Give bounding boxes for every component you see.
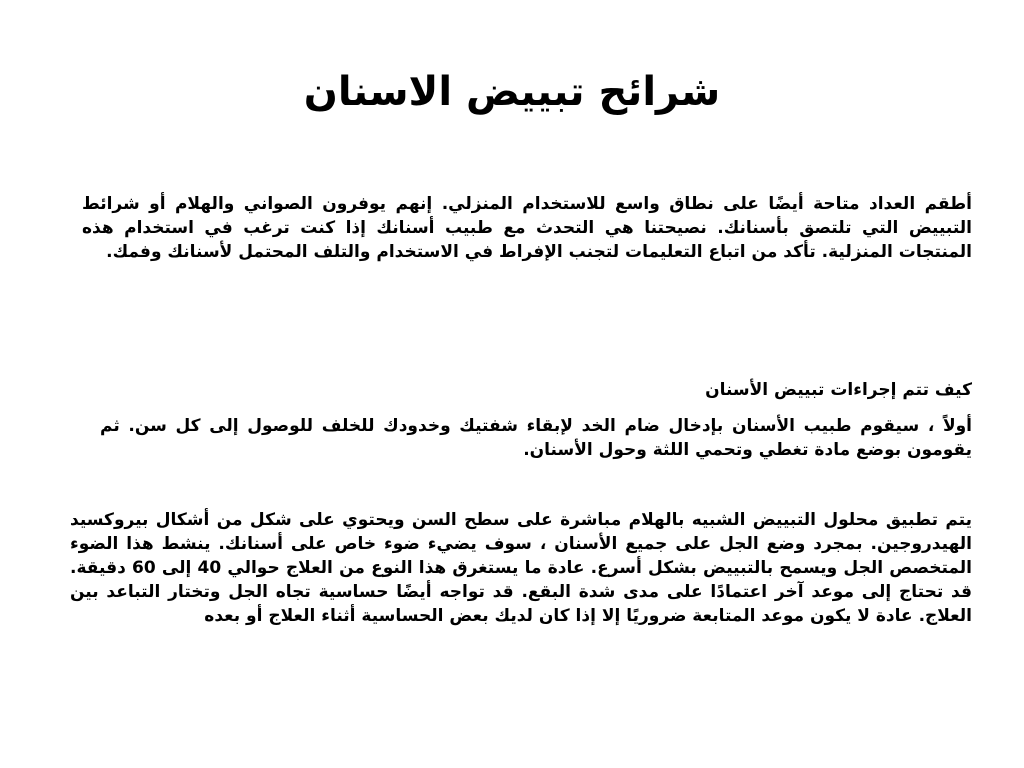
section-heading: كيف تتم إجراءات تبييض الأسنان bbox=[705, 380, 972, 400]
procedure-paragraph-second: يتم تطبيق محلول التبييض الشبيه بالهلام مباشرة على سطح السن ويحتوي على شكل من أشكال بيروكسيد الهيدروجين. بمجرد وضع الجل على جميع الأسنان ، سوف يضيء ضوء خاص على أسنانك. ينشط هذا الضوء المتخصص الجل ويسمح بالتبييض بشكل أسرع. عادة ما يستغرق هذا النوع من العلاج حوالي 40 إلى 60 دقيقة. قد تحتاج إلى موعد آخر اعتمادًا على مدى شدة البقع. قد تواجه أيضًا حساسية تجاه الجل وتختار التباعد بين العلاج. عادة لا يكون موعد المتابعة ضروريًا إلا إذا كان لديك بعض الحساسية أثناء العلاج أو بعده bbox=[70, 510, 973, 626]
procedure-paragraph-first: أولاً ، سيقوم طبيب الأسنان بإدخال ضام الخد لإبقاء شفتيك وخدودك للخلف للوصول إلى كل سن. ثم يقومون بوضع مادة تغطي وتحمي اللثة وحول الأسنان. bbox=[100, 416, 972, 460]
slide-title: شرائح تبييض الاسنان bbox=[303, 69, 721, 115]
intro-paragraph: أطقم العداد متاحة أيضًا على نطاق واسع للاستخدام المنزلي. إنهم يوفرون الصواني والهلام أو شرائط التبييض التي تلتصق بأسنانك. نصيحتنا هي التحدث مع طبيب أسنانك إذا كنت ترغب في استخدام هذه المنتجات المنزلية. تأكد من اتباع التعليمات لتجنب الإفراط في الاستخدام والتلف المحتمل لأسنانك وفمك. bbox=[82, 194, 972, 262]
